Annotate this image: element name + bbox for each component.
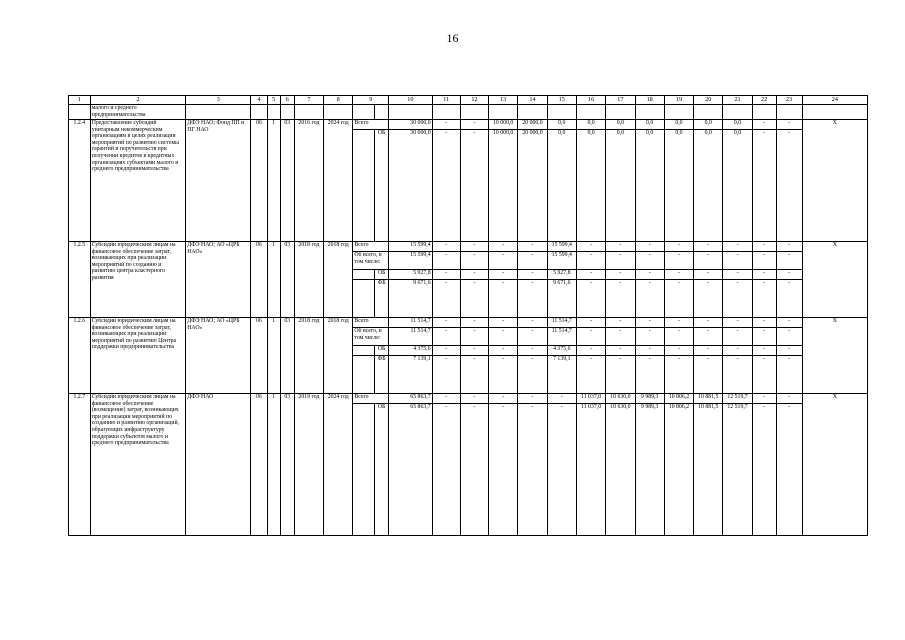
- header-cell: 8: [324, 96, 353, 105]
- value-cell: -: [489, 328, 518, 346]
- value-cell: -: [460, 252, 488, 270]
- value-cell: -: [694, 356, 723, 394]
- value-cell: -: [576, 252, 605, 270]
- end-year: 2018 год: [324, 242, 353, 318]
- start-year: 2018 год: [294, 318, 323, 394]
- value-cell: 11 037,0: [576, 394, 605, 404]
- value-cell: -: [576, 242, 605, 252]
- value-cell: -: [723, 242, 752, 252]
- header-cell: 4: [251, 96, 267, 105]
- value-cell: -: [723, 270, 752, 280]
- code-cell: 06: [251, 242, 267, 318]
- value-cell: -: [460, 130, 488, 242]
- value-cell: -: [432, 318, 460, 328]
- value-cell: -: [752, 404, 776, 536]
- value-cell: 5 927,8: [547, 270, 576, 280]
- value-cell: -: [606, 252, 635, 270]
- header-cell: 12: [460, 96, 488, 105]
- funding-source: ОБ: [375, 130, 389, 242]
- value-cell: -: [432, 120, 460, 130]
- value-cell: -: [606, 346, 635, 356]
- cell: [635, 105, 664, 120]
- value-cell: -: [723, 328, 752, 346]
- activity-name: Предоставление субсидий унитарным некоммерческим организациям в целях реализации мероприятий по развитию системы гарантий и поручительств при получении кредитов в кредитных организациях субъектами малого и среднего предпринимательства: [90, 120, 186, 242]
- cell: [353, 280, 375, 318]
- header-cell: 20: [694, 96, 723, 105]
- activity-name: малого и среднего предпринимательства: [90, 105, 186, 120]
- value-cell: -: [664, 270, 693, 280]
- value-cell: -: [576, 270, 605, 280]
- value-cell: -: [518, 328, 547, 346]
- value-cell: 0,0: [606, 130, 635, 242]
- value-cell: -: [518, 270, 547, 280]
- value-cell: 15 599,4: [389, 252, 432, 270]
- value-cell: -: [752, 318, 776, 328]
- value-cell: -: [432, 252, 460, 270]
- code-cell: 03: [280, 120, 294, 242]
- code-cell: 03: [280, 242, 294, 318]
- funding-source: ОБ: [375, 404, 389, 536]
- value-cell: 0,0: [606, 120, 635, 130]
- row-number: 1.2.7: [69, 394, 91, 536]
- funding-source: Об всего, в том числе:: [353, 328, 389, 346]
- cell: [802, 105, 867, 120]
- value-cell: 0,0: [664, 120, 693, 130]
- value-cell: 10 806,2: [664, 394, 693, 404]
- value-cell: 0,0: [547, 130, 576, 242]
- value-cell: -: [547, 394, 576, 404]
- value-cell: 15 599,4: [547, 252, 576, 270]
- value-cell: -: [694, 318, 723, 328]
- end-year: 2024 год: [324, 394, 353, 536]
- code-cell: 03: [280, 394, 294, 536]
- value-cell: 9 989,3: [635, 404, 664, 536]
- value-cell: -: [460, 120, 488, 130]
- cell: [776, 105, 802, 120]
- value-cell: -: [776, 346, 802, 356]
- value-cell: 10 630,0: [606, 404, 635, 536]
- value-cell: 11 514,7: [389, 328, 432, 346]
- value-cell: -: [518, 356, 547, 394]
- end-year: 2018 год: [324, 318, 353, 394]
- value-cell: -: [606, 270, 635, 280]
- value-cell: -: [460, 242, 488, 252]
- cell: [375, 105, 389, 120]
- value-cell: 65 863,7: [389, 404, 432, 536]
- value-cell: -: [752, 280, 776, 318]
- end-year: 2024 год: [324, 120, 353, 242]
- header-cell: 19: [664, 96, 693, 105]
- funding-source: Всего: [353, 242, 389, 252]
- value-cell: -: [776, 120, 802, 130]
- cell: [294, 105, 323, 120]
- value-cell: -: [752, 242, 776, 252]
- value-cell: -: [664, 318, 693, 328]
- value-cell: -: [776, 404, 802, 536]
- value-cell: -: [518, 318, 547, 328]
- value-cell: -: [606, 328, 635, 346]
- value-cell: 0,0: [694, 130, 723, 242]
- col24-cell: X: [802, 318, 867, 394]
- cell: [694, 105, 723, 120]
- activity-name: Субсидии юридическим лицам на финансовое обеспечение затрат, возникающих при реализации мероприятий по созданию и развитию центра кластерного развития: [90, 242, 186, 318]
- value-cell: -: [432, 394, 460, 404]
- value-cell: -: [752, 356, 776, 394]
- cell: [432, 105, 460, 120]
- value-cell: -: [432, 346, 460, 356]
- value-cell: -: [635, 242, 664, 252]
- cell: [389, 105, 432, 120]
- value-cell: 10 000,0: [489, 130, 518, 242]
- value-cell: -: [723, 252, 752, 270]
- header-cell: 21: [723, 96, 752, 105]
- funding-source: ФБ: [375, 356, 389, 394]
- cell: [324, 105, 353, 120]
- executor: ДФЭ НАО; АО «ЦРБ НАО»: [186, 318, 251, 394]
- value-cell: -: [776, 252, 802, 270]
- cell: [353, 270, 375, 280]
- value-cell: -: [635, 328, 664, 346]
- value-cell: -: [694, 242, 723, 252]
- cell: [353, 105, 375, 120]
- value-cell: 20 000,0: [518, 130, 547, 242]
- value-cell: 11 514,7: [547, 328, 576, 346]
- value-cell: -: [776, 328, 802, 346]
- code-cell: 1: [267, 394, 280, 536]
- value-cell: -: [518, 242, 547, 252]
- executor: ДФЭ НАО; АО «ЦРБ НАО»: [186, 242, 251, 318]
- col24-cell: X: [802, 120, 867, 242]
- value-cell: -: [489, 318, 518, 328]
- code-cell: 1: [267, 120, 280, 242]
- header-cell: 2: [90, 96, 186, 105]
- value-cell: -: [723, 346, 752, 356]
- table-row: [69, 318, 868, 328]
- code-cell: 1: [267, 242, 280, 318]
- header-cell: 7: [294, 96, 323, 105]
- cell: [518, 105, 547, 120]
- value-cell: -: [723, 280, 752, 318]
- value-cell: -: [460, 346, 488, 356]
- value-cell: -: [694, 280, 723, 318]
- value-cell: -: [432, 328, 460, 346]
- cell: [606, 105, 635, 120]
- value-cell: -: [723, 356, 752, 394]
- value-cell: 0,0: [694, 120, 723, 130]
- value-cell: 20 000,0: [518, 120, 547, 130]
- value-cell: 0,0: [635, 120, 664, 130]
- value-cell: -: [606, 242, 635, 252]
- value-cell: -: [664, 328, 693, 346]
- value-cell: -: [635, 356, 664, 394]
- cell: [489, 105, 518, 120]
- cell: [186, 105, 251, 120]
- value-cell: -: [460, 404, 488, 536]
- value-cell: -: [694, 270, 723, 280]
- header-cell: 18: [635, 96, 664, 105]
- value-cell: -: [489, 346, 518, 356]
- header-cell: 11: [432, 96, 460, 105]
- funding-source: Об всего, в том числе:: [353, 252, 389, 270]
- value-cell: 11 514,7: [389, 318, 432, 328]
- code-cell: 06: [251, 318, 267, 394]
- value-cell: -: [518, 252, 547, 270]
- value-cell: -: [752, 130, 776, 242]
- value-cell: -: [518, 280, 547, 318]
- value-cell: 5 927,8: [389, 270, 432, 280]
- value-cell: -: [635, 346, 664, 356]
- value-cell: 0,0: [576, 130, 605, 242]
- row-number: 1.2.5: [69, 242, 91, 318]
- cell: [251, 105, 267, 120]
- value-cell: -: [635, 280, 664, 318]
- value-cell: 10 806,2: [664, 404, 693, 536]
- value-cell: -: [776, 280, 802, 318]
- header-cell: 5: [267, 96, 280, 105]
- value-cell: -: [432, 356, 460, 394]
- executor: ДФЭ НАО; Фонд ПП и ПГ НАО: [186, 120, 251, 242]
- header-cell: 1: [69, 96, 91, 105]
- value-cell: -: [489, 280, 518, 318]
- header-cell: 10: [389, 96, 432, 105]
- value-cell: -: [606, 318, 635, 328]
- value-cell: 9 671,6: [547, 280, 576, 318]
- value-cell: -: [776, 318, 802, 328]
- value-cell: -: [432, 270, 460, 280]
- value-cell: 15 599,4: [547, 242, 576, 252]
- value-cell: 30 000,0: [389, 130, 432, 242]
- cell: [752, 105, 776, 120]
- cell: [547, 105, 576, 120]
- value-cell: -: [635, 270, 664, 280]
- row-number: 1.2.6: [69, 318, 91, 394]
- value-cell: -: [460, 318, 488, 328]
- funding-source: ФБ: [375, 280, 389, 318]
- value-cell: -: [460, 328, 488, 346]
- header-cell: 14: [518, 96, 547, 105]
- start-year: 2018 год: [294, 242, 323, 318]
- value-cell: 10 881,5: [694, 394, 723, 404]
- funding-source: Всего: [353, 394, 389, 404]
- value-cell: -: [664, 252, 693, 270]
- value-cell: -: [606, 280, 635, 318]
- value-cell: -: [576, 346, 605, 356]
- code-cell: 03: [280, 318, 294, 394]
- value-cell: -: [776, 242, 802, 252]
- header-cell: 13: [489, 96, 518, 105]
- header-row: [69, 96, 868, 105]
- header-cell: 9: [353, 96, 389, 105]
- value-cell: 30 000,0: [389, 120, 432, 130]
- cell: [69, 105, 91, 120]
- value-cell: -: [694, 252, 723, 270]
- program-table: [68, 95, 868, 536]
- value-cell: 4 375,6: [389, 346, 432, 356]
- value-cell: 0,0: [723, 130, 752, 242]
- value-cell: -: [460, 356, 488, 394]
- cell: [353, 404, 375, 536]
- cell: [723, 105, 752, 120]
- value-cell: 12 519,7: [723, 404, 752, 536]
- value-cell: 9 671,6: [389, 280, 432, 318]
- value-cell: 65 863,7: [389, 394, 432, 404]
- col24-cell: X: [802, 394, 867, 536]
- header-cell: 6: [280, 96, 294, 105]
- cell: [664, 105, 693, 120]
- cell: [460, 105, 488, 120]
- start-year: 2019 год: [294, 394, 323, 536]
- header-cell: 3: [186, 96, 251, 105]
- value-cell: -: [576, 318, 605, 328]
- value-cell: 7 139,1: [547, 356, 576, 394]
- page-number: 16: [446, 31, 459, 45]
- funding-source: ОБ: [375, 270, 389, 280]
- funding-source: Всего: [353, 120, 389, 130]
- value-cell: -: [694, 328, 723, 346]
- carryover-row: [69, 105, 868, 120]
- value-cell: -: [432, 404, 460, 536]
- value-cell: -: [606, 356, 635, 394]
- value-cell: -: [489, 404, 518, 536]
- value-cell: 0,0: [635, 130, 664, 242]
- value-cell: 10 881,5: [694, 404, 723, 536]
- value-cell: 12 519,7: [723, 394, 752, 404]
- start-year: 2016 год: [294, 120, 323, 242]
- value-cell: -: [752, 346, 776, 356]
- activity-name: Субсидии юридическим лицам на финансовое обеспечение затрат, возникающих при реализации мероприятий по развитию Центра поддержки предпринимательства: [90, 318, 186, 394]
- value-cell: -: [752, 270, 776, 280]
- value-cell: -: [752, 252, 776, 270]
- header-cell: 15: [547, 96, 576, 105]
- cell: [353, 346, 375, 356]
- cell: [576, 105, 605, 120]
- value-cell: -: [752, 120, 776, 130]
- cell: [267, 105, 280, 120]
- value-cell: -: [576, 328, 605, 346]
- value-cell: 0,0: [723, 120, 752, 130]
- value-cell: -: [635, 318, 664, 328]
- value-cell: -: [776, 394, 802, 404]
- value-cell: 4 375,6: [547, 346, 576, 356]
- value-cell: -: [432, 242, 460, 252]
- cell: [280, 105, 294, 120]
- executor: ДФЭ НАО: [186, 394, 251, 536]
- value-cell: -: [776, 130, 802, 242]
- header-cell: 17: [606, 96, 635, 105]
- header-cell: 22: [752, 96, 776, 105]
- value-cell: -: [664, 280, 693, 318]
- value-cell: -: [460, 270, 488, 280]
- table-row: [69, 242, 868, 252]
- value-cell: -: [664, 346, 693, 356]
- value-cell: -: [518, 404, 547, 536]
- value-cell: 9 989,3: [635, 394, 664, 404]
- funding-source: ОБ: [375, 346, 389, 356]
- value-cell: -: [432, 280, 460, 318]
- value-cell: -: [776, 356, 802, 394]
- value-cell: -: [489, 356, 518, 394]
- header-cell: 16: [576, 96, 605, 105]
- value-cell: 0,0: [547, 120, 576, 130]
- code-cell: 06: [251, 394, 267, 536]
- col24-cell: X: [802, 242, 867, 318]
- value-cell: 7 139,1: [389, 356, 432, 394]
- value-cell: -: [752, 328, 776, 346]
- value-cell: -: [518, 346, 547, 356]
- value-cell: -: [776, 270, 802, 280]
- value-cell: -: [664, 356, 693, 394]
- value-cell: -: [576, 356, 605, 394]
- value-cell: 15 599,4: [389, 242, 432, 252]
- value-cell: -: [547, 404, 576, 536]
- value-cell: -: [518, 394, 547, 404]
- value-cell: -: [489, 242, 518, 252]
- cell: [353, 130, 375, 242]
- row-number: 1.2.4: [69, 120, 91, 242]
- value-cell: -: [460, 280, 488, 318]
- table-row: [69, 120, 868, 130]
- value-cell: -: [489, 270, 518, 280]
- value-cell: -: [489, 394, 518, 404]
- activity-name: Субсидии юридическим лицам на финансовое обеспечение (возмещение) затрат, возникающих при реализации мероприятий по созданию и развитию организаций, образующих инфраструктуру поддержки субъектов малого и среднего предпринимательства: [90, 394, 186, 536]
- value-cell: 0,0: [664, 130, 693, 242]
- cell: [353, 356, 375, 394]
- value-cell: -: [752, 394, 776, 404]
- value-cell: -: [489, 252, 518, 270]
- value-cell: -: [635, 252, 664, 270]
- header-cell: 23: [776, 96, 802, 105]
- value-cell: -: [694, 346, 723, 356]
- value-cell: 11 037,0: [576, 404, 605, 536]
- value-cell: -: [664, 242, 693, 252]
- value-cell: -: [460, 394, 488, 404]
- code-cell: 06: [251, 120, 267, 242]
- value-cell: 10 630,0: [606, 394, 635, 404]
- value-cell: -: [432, 130, 460, 242]
- value-cell: -: [576, 280, 605, 318]
- header-cell: 24: [802, 96, 867, 105]
- value-cell: 11 514,7: [547, 318, 576, 328]
- table-row: [69, 394, 868, 404]
- funding-source: Всего: [353, 318, 389, 328]
- value-cell: 10 000,0: [489, 120, 518, 130]
- value-cell: -: [723, 318, 752, 328]
- value-cell: 0,0: [576, 120, 605, 130]
- code-cell: 1: [267, 318, 280, 394]
